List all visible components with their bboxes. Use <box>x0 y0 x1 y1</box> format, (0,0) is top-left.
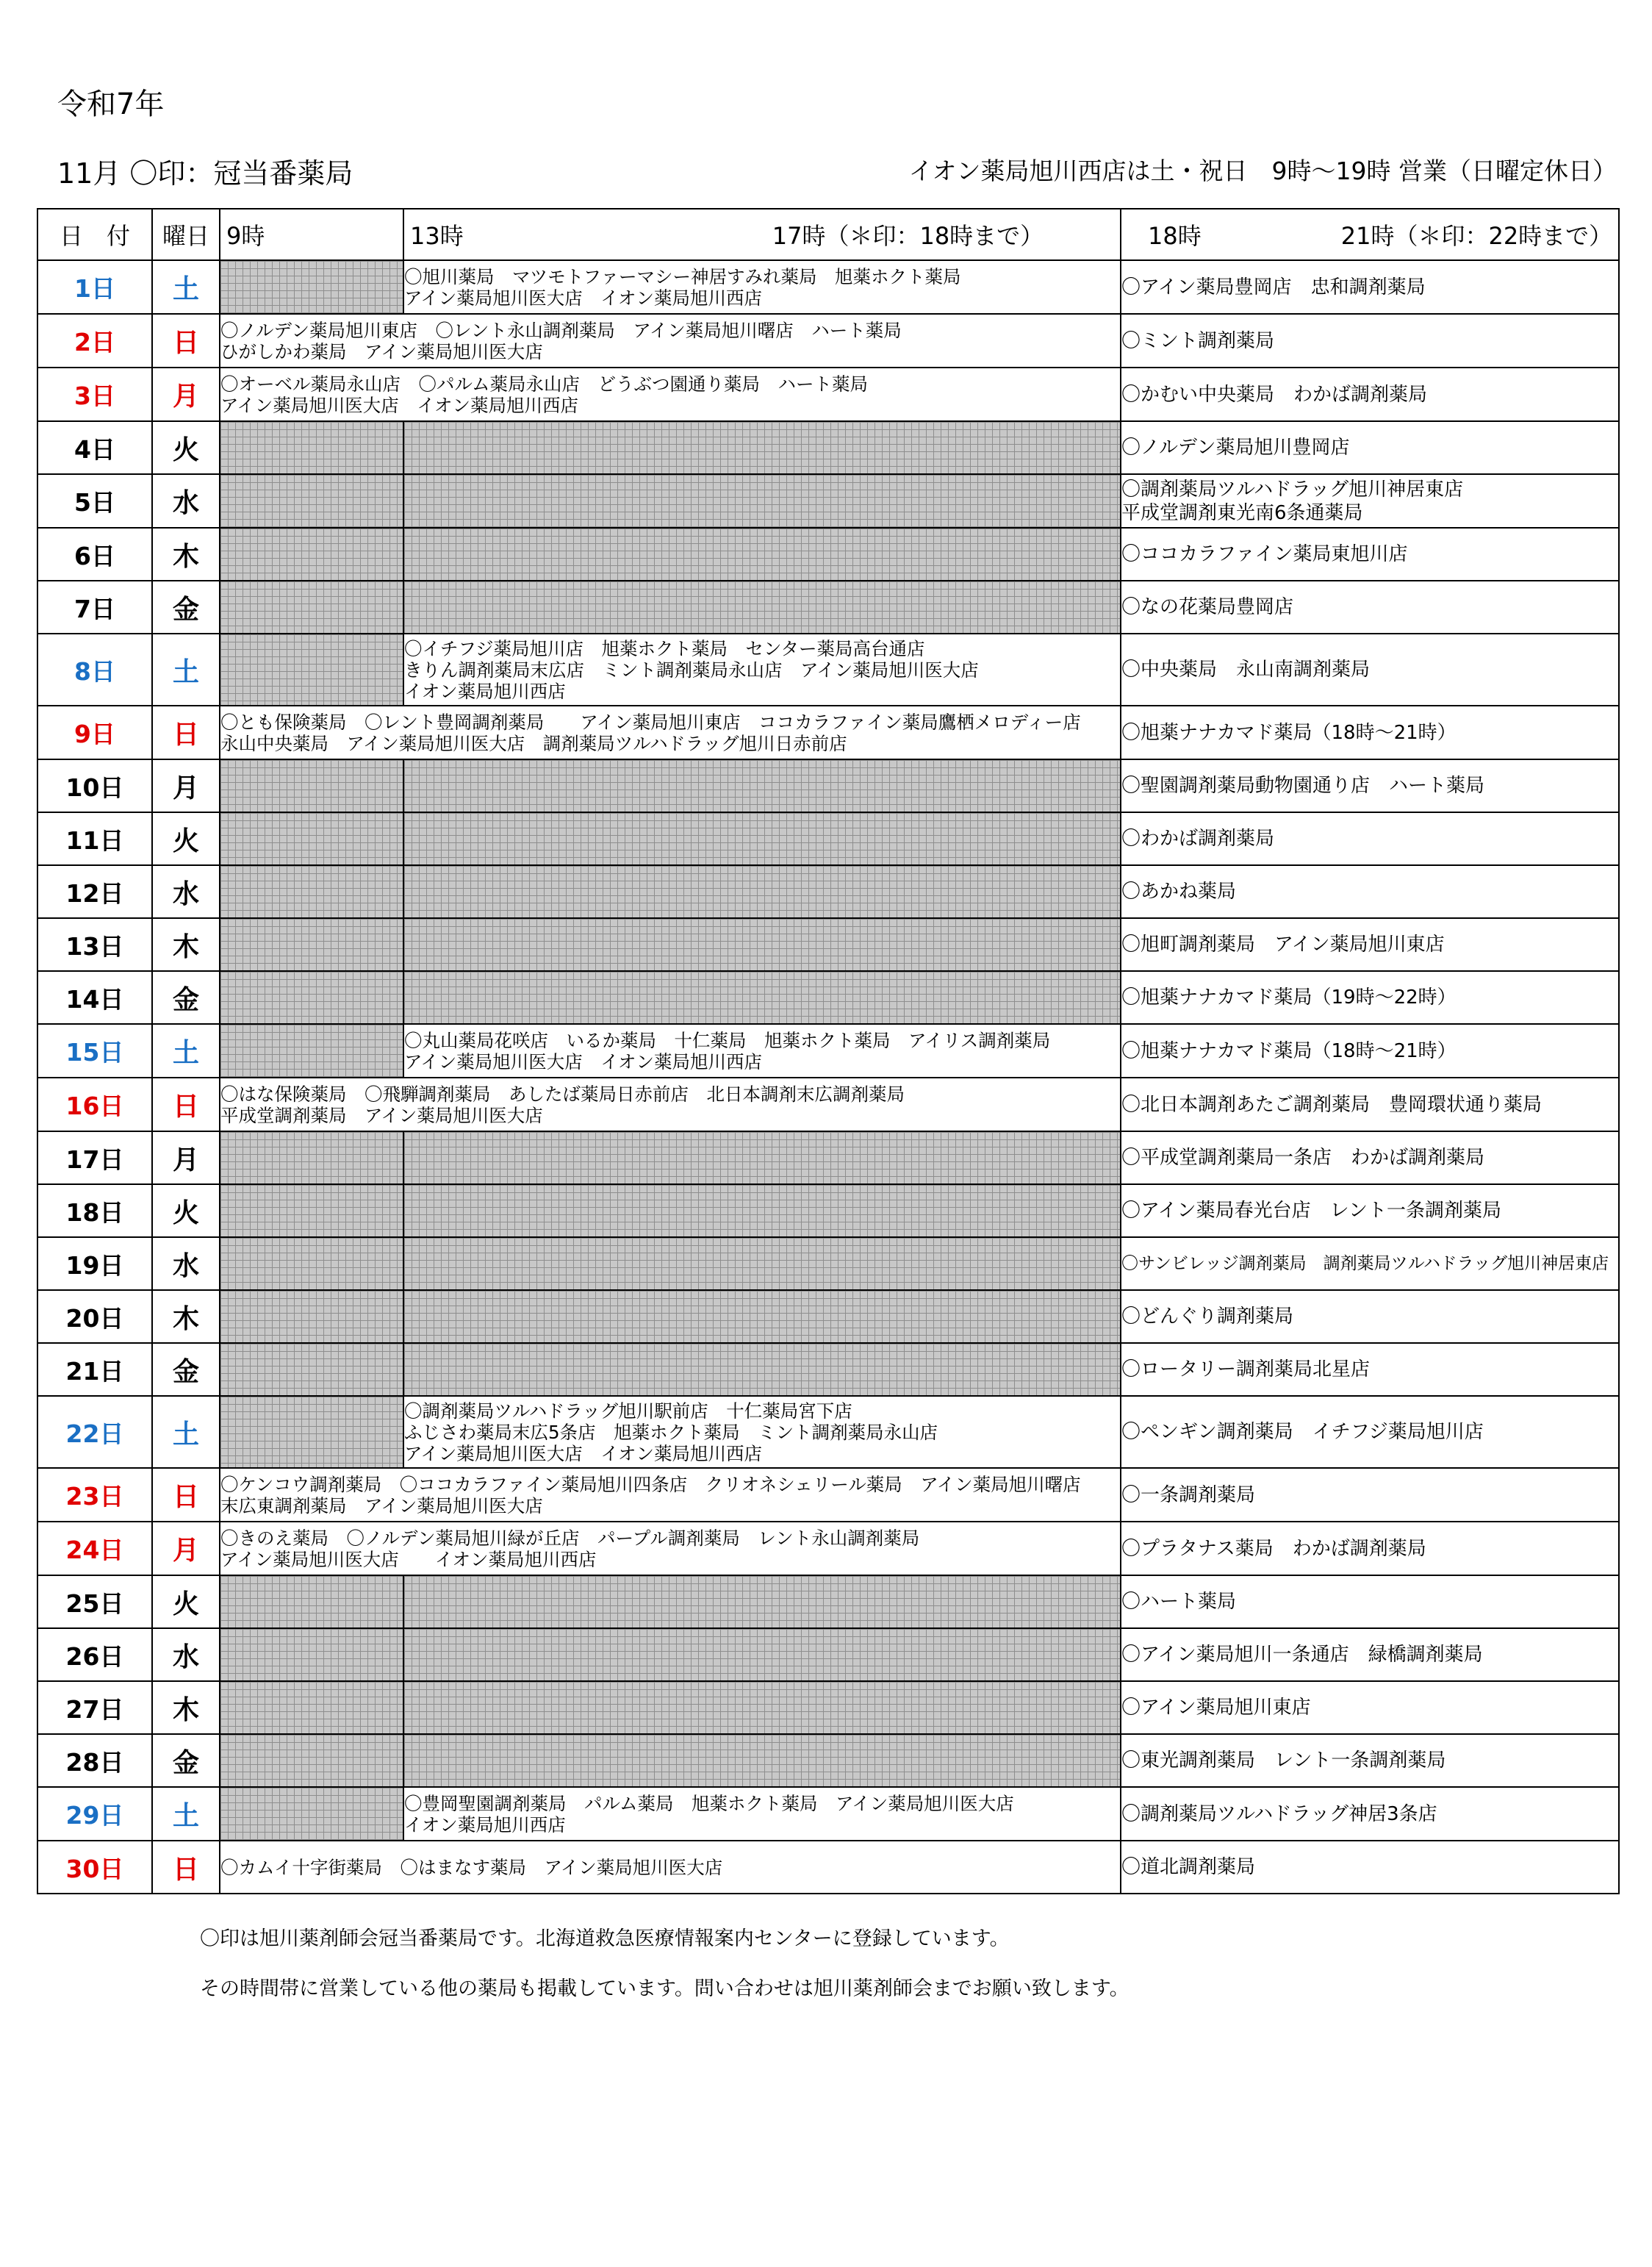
pharmacy-line: 〇聖園調剤薬局動物園通り店 ハート薬局 <box>1121 775 1485 797</box>
hours-note: イオン薬局旭川西店は土・祝日 9時～19時 営業（日曜定休日） <box>908 157 1617 185</box>
date-cell: 25日 <box>37 1575 152 1628</box>
pharmacy-line: 〇丸山薬局花咲店 いるか薬局 十仁薬局 旭薬ホクト薬局 アイリス調剤薬局 <box>404 1029 1051 1051</box>
closed-morning-cell <box>220 1628 403 1681</box>
date-cell: 11日 <box>37 812 152 865</box>
schedule-row <box>37 314 1619 368</box>
weekday-cell: 月 <box>152 368 220 421</box>
label-13: 13時 <box>410 222 464 250</box>
schedule-row <box>37 1290 1619 1343</box>
schedule-row <box>37 1343 1619 1396</box>
col-date: 日 付 <box>37 209 152 260</box>
pharmacy-line: 〇旭川薬局 マツモトファーマシー神居すみれ薬局 旭薬ホクト薬局 <box>404 265 961 287</box>
evening-pharmacies <box>1121 1522 1619 1575</box>
evening-pharmacies <box>1121 812 1619 865</box>
evening-pharmacies <box>1121 865 1619 918</box>
schedule-row <box>37 634 1619 706</box>
daytime-pharmacies <box>220 706 1121 759</box>
pharmacy-line: 平成堂調剤東光南6条通薬局 <box>1121 501 1363 524</box>
schedule-row <box>37 918 1619 971</box>
schedule-row <box>37 1396 1619 1468</box>
schedule-row <box>37 1131 1619 1184</box>
weekday-cell: 木 <box>152 528 220 581</box>
duty-schedule-table <box>37 208 1620 1894</box>
evening-pharmacies <box>1121 1628 1619 1681</box>
weekday-cell: 火 <box>152 1184 220 1237</box>
weekday-cell: 土 <box>152 634 220 706</box>
schedule-row <box>37 865 1619 918</box>
schedule-row <box>37 1184 1619 1237</box>
weekday-cell: 金 <box>152 971 220 1024</box>
weekday-cell: 月 <box>152 1522 220 1575</box>
daytime-pharmacies <box>403 634 1121 706</box>
pharmacy-line: 〇アイン薬局旭川東店 <box>1121 1697 1311 1719</box>
closed-afternoon-cell <box>403 971 1121 1024</box>
pharmacy-line: 末広東調剤薬局 アイン薬局旭川医大店 <box>220 1494 543 1516</box>
pharmacy-line: アイン薬局旭川医大店 イオン薬局旭川西店 <box>404 287 763 309</box>
closed-morning-cell <box>220 260 403 314</box>
date-cell: 20日 <box>37 1290 152 1343</box>
pharmacy-line: 〇アイン薬局旭川一条通店 緑橋調剤薬局 <box>1121 1644 1483 1666</box>
weekday-cell: 金 <box>152 1734 220 1787</box>
pharmacy-line: 〇旭町調剤薬局 アイン薬局旭川東店 <box>1121 934 1445 956</box>
daytime-pharmacies <box>220 1078 1121 1131</box>
evening-pharmacies <box>1121 634 1619 706</box>
closed-morning-cell <box>220 812 403 865</box>
weekday-cell: 木 <box>152 1681 220 1734</box>
label-21: 21時（＊印：22時まで） <box>1340 222 1613 250</box>
date-cell: 10日 <box>37 759 152 812</box>
closed-morning-cell <box>220 971 403 1024</box>
date-cell: 17日 <box>37 1131 152 1184</box>
daytime-pharmacies <box>220 1522 1121 1575</box>
pharmacy-line: 〇わかば調剤薬局 <box>1121 828 1275 850</box>
date-cell: 29日 <box>37 1787 152 1841</box>
daytime-pharmacies <box>220 368 1121 421</box>
schedule-row <box>37 1522 1619 1575</box>
evening-pharmacies <box>1121 1131 1619 1184</box>
schedule-row <box>37 528 1619 581</box>
schedule-row <box>37 1468 1619 1522</box>
weekday-cell: 日 <box>152 706 220 759</box>
pharmacy-line: 〇カムイ十字街薬局 〇はまなす薬局 アイン薬局旭川医大店 <box>220 1856 723 1878</box>
pharmacy-line: 〇ノルデン薬局旭川東店 〇レント永山調剤薬局 アイン薬局旭川曙店 ハート薬局 <box>220 319 902 341</box>
schedule-row <box>37 1024 1619 1078</box>
pharmacy-line: きりん調剤薬局末広店 ミント調剤薬局永山店 アイン薬局旭川医大店 <box>404 659 979 681</box>
pharmacy-line: 〇きのえ薬局 〇ノルデン薬局旭川緑が丘店 パープル調剤薬局 レント永山調剤薬局 <box>220 1527 920 1549</box>
evening-pharmacies <box>1121 918 1619 971</box>
pharmacy-line: 〇あかね薬局 <box>1121 881 1237 903</box>
date-cell: 30日 <box>37 1841 152 1894</box>
col-9: 9時 <box>220 209 403 260</box>
date-cell: 28日 <box>37 1734 152 1787</box>
closed-afternoon-cell <box>403 865 1121 918</box>
closed-morning-cell <box>220 1024 403 1078</box>
schedule-row <box>37 1078 1619 1131</box>
daytime-pharmacies <box>403 1024 1121 1078</box>
pharmacy-line: 〇ミント調剤薬局 <box>1121 329 1275 352</box>
date-cell: 2日 <box>37 314 152 368</box>
date-cell: 18日 <box>37 1184 152 1237</box>
closed-afternoon-cell <box>403 1681 1121 1734</box>
weekday-cell: 日 <box>152 1841 220 1894</box>
evening-pharmacies <box>1121 581 1619 634</box>
closed-afternoon-cell <box>403 1734 1121 1787</box>
pharmacy-line: 〇どんぐり調剤薬局 <box>1121 1306 1294 1328</box>
pharmacy-line: 〇旭薬ナナカマド薬局（18時～21時） <box>1121 1039 1457 1062</box>
closed-morning-cell <box>220 1184 403 1237</box>
evening-pharmacies <box>1121 1734 1619 1787</box>
evening-pharmacies <box>1121 1787 1619 1841</box>
date-cell: 27日 <box>37 1681 152 1734</box>
label-18: 18時 <box>1148 222 1202 250</box>
closed-afternoon-cell <box>403 1290 1121 1343</box>
schedule-row <box>37 1787 1619 1841</box>
pharmacy-line: 〇道北調剤薬局 <box>1121 1856 1256 1878</box>
pharmacy-line: 〇アイン薬局豊岡店 忠和調剤薬局 <box>1121 276 1426 298</box>
pharmacy-line: 〇ロータリー調剤薬局北星店 <box>1121 1358 1371 1380</box>
pharmacy-line: 〇サンビレッジ調剤薬局 調剤薬局ツルハドラッグ旭川神居東店 <box>1121 1254 1609 1273</box>
pharmacy-line: 〇とも保険薬局 〇レント豊岡調剤薬局 アイン薬局旭川東店 ココカラファイン薬局鷹栖メロディー店 <box>220 711 1081 733</box>
pharmacy-line: 〇ハート薬局 <box>1121 1591 1237 1613</box>
closed-afternoon-cell <box>403 1343 1121 1396</box>
date-cell: 8日 <box>37 634 152 706</box>
closed-morning-cell <box>220 528 403 581</box>
footnotes <box>200 1924 1130 2024</box>
date-cell: 23日 <box>37 1468 152 1522</box>
pharmacy-line: ひがしかわ薬局 アイン薬局旭川医大店 <box>220 340 543 362</box>
closed-morning-cell <box>220 1343 403 1396</box>
daytime-pharmacies <box>403 1787 1121 1841</box>
month-title: 11月 〇印：冠当番薬局 <box>57 157 353 190</box>
closed-morning-cell <box>220 1787 403 1841</box>
evening-pharmacies <box>1121 368 1619 421</box>
pharmacy-line: 〇ノルデン薬局旭川豊岡店 <box>1121 437 1350 459</box>
col-13-17 <box>403 209 1121 260</box>
closed-morning-cell <box>220 1575 403 1628</box>
closed-morning-cell <box>220 1237 403 1290</box>
date-cell: 15日 <box>37 1024 152 1078</box>
pharmacy-line: 〇アイン薬局春光台店 レント一条調剤薬局 <box>1121 1200 1502 1222</box>
date-cell: 9日 <box>37 706 152 759</box>
date-cell: 26日 <box>37 1628 152 1681</box>
date-cell: 14日 <box>37 971 152 1024</box>
evening-pharmacies <box>1121 1681 1619 1734</box>
pharmacy-line: 〇平成堂調剤薬局一条店 わかば調剤薬局 <box>1121 1147 1485 1169</box>
pharmacy-line: 〇調剤薬局ツルハドラッグ神居3条店 <box>1121 1802 1437 1825</box>
evening-pharmacies <box>1121 314 1619 368</box>
pharmacy-line: 〇中央薬局 永山南調剤薬局 <box>1121 659 1371 681</box>
weekday-cell: 金 <box>152 1343 220 1396</box>
date-cell: 7日 <box>37 581 152 634</box>
pharmacy-line: 〇旭薬ナナカマド薬局（18時～21時） <box>1121 721 1457 744</box>
schedule-row <box>37 260 1619 314</box>
evening-pharmacies <box>1121 1841 1619 1894</box>
era-year: 令和7年 <box>57 87 165 121</box>
pharmacy-line: 〇豊岡聖園調剤薬局 パルム薬局 旭薬ホクト薬局 アイン薬局旭川医大店 <box>404 1792 1014 1814</box>
closed-morning-cell <box>220 865 403 918</box>
evening-pharmacies <box>1121 1396 1619 1468</box>
closed-afternoon-cell <box>403 1575 1121 1628</box>
closed-afternoon-cell <box>403 1131 1121 1184</box>
pharmacy-line: 〇はな保険薬局 〇飛騨調剤薬局 あしたば薬局日赤前店 北日本調剤末広調剤薬局 <box>220 1083 905 1105</box>
closed-morning-cell <box>220 634 403 706</box>
pharmacy-line: 〇調剤薬局ツルハドラッグ旭川駅前店 十仁薬局宮下店 <box>404 1400 852 1422</box>
evening-pharmacies <box>1121 528 1619 581</box>
pharmacy-line: 〇旭薬ナナカマド薬局（19時～22時） <box>1121 986 1457 1009</box>
daytime-pharmacies <box>403 1396 1121 1468</box>
evening-pharmacies <box>1121 1468 1619 1522</box>
closed-morning-cell <box>220 1290 403 1343</box>
col-weekday: 曜日 <box>152 209 220 260</box>
pharmacy-line: 〇一条調剤薬局 <box>1121 1483 1256 1506</box>
weekday-cell: 月 <box>152 1131 220 1184</box>
closed-afternoon-cell <box>403 759 1121 812</box>
closed-afternoon-cell <box>403 1184 1121 1237</box>
schedule-row <box>37 759 1619 812</box>
evening-pharmacies <box>1121 1024 1619 1078</box>
weekday-cell: 日 <box>152 1078 220 1131</box>
footnote-1: 〇印は旭川薬剤師会冠当番薬局です。北海道救急医療情報案内センターに登録しています。 <box>200 1927 1010 1950</box>
weekday-cell: 火 <box>152 1575 220 1628</box>
schedule-row <box>37 1734 1619 1787</box>
date-cell: 21日 <box>37 1343 152 1396</box>
schedule-row <box>37 706 1619 759</box>
date-cell: 22日 <box>37 1396 152 1468</box>
weekday-cell: 水 <box>152 1237 220 1290</box>
schedule-row <box>37 1681 1619 1734</box>
schedule-row <box>37 1841 1619 1894</box>
closed-afternoon-cell <box>403 1237 1121 1290</box>
evening-pharmacies <box>1121 1078 1619 1131</box>
closed-morning-cell <box>220 1681 403 1734</box>
header-row <box>37 209 1619 260</box>
weekday-cell: 金 <box>152 581 220 634</box>
footnote-2: その時間帯に営業している他の薬局も掲載しています。問い合わせは旭川薬剤師会までお願い致します。 <box>200 1977 1130 2000</box>
date-cell: 16日 <box>37 1078 152 1131</box>
pharmacy-line: 〇東光調剤薬局 レント一条調剤薬局 <box>1121 1750 1446 1772</box>
closed-afternoon-cell <box>403 1628 1121 1681</box>
pharmacy-line: イオン薬局旭川西店 <box>404 680 566 702</box>
closed-afternoon-cell <box>403 528 1121 581</box>
date-cell: 24日 <box>37 1522 152 1575</box>
daytime-pharmacies <box>220 314 1121 368</box>
evening-pharmacies <box>1121 1343 1619 1396</box>
pharmacy-line: 〇オーベル薬局永山店 〇パルム薬局永山店 どうぶつ園通り薬局 ハート薬局 <box>220 373 869 395</box>
closed-morning-cell <box>220 759 403 812</box>
evening-pharmacies <box>1121 474 1619 528</box>
evening-pharmacies <box>1121 1184 1619 1237</box>
pharmacy-line: 平成堂調剤薬局 アイン薬局旭川医大店 <box>220 1104 543 1126</box>
pharmacy-line: 〇ココカラファイン薬局東旭川店 <box>1121 543 1408 565</box>
weekday-cell: 日 <box>152 314 220 368</box>
schedule-row <box>37 971 1619 1024</box>
weekday-cell: 土 <box>152 1396 220 1468</box>
evening-pharmacies <box>1121 1290 1619 1343</box>
date-cell: 4日 <box>37 421 152 474</box>
daytime-pharmacies <box>403 260 1121 314</box>
pharmacy-line: アイン薬局旭川医大店 イオン薬局旭川西店 <box>404 1442 763 1464</box>
daytime-pharmacies <box>220 1841 1121 1894</box>
closed-afternoon-cell <box>403 474 1121 528</box>
date-cell: 5日 <box>37 474 152 528</box>
closed-morning-cell <box>220 581 403 634</box>
closed-morning-cell <box>220 1734 403 1787</box>
col-18-21 <box>1121 209 1619 260</box>
schedule-row <box>37 1628 1619 1681</box>
weekday-cell: 土 <box>152 1787 220 1841</box>
weekday-cell: 水 <box>152 474 220 528</box>
evening-pharmacies <box>1121 706 1619 759</box>
weekday-cell: 木 <box>152 1290 220 1343</box>
schedule-row <box>37 368 1619 421</box>
pharmacy-line: 〇なの花薬局豊岡店 <box>1121 596 1294 618</box>
date-cell: 1日 <box>37 260 152 314</box>
pharmacy-line: 〇プラタナス薬局 わかば調剤薬局 <box>1121 1537 1426 1560</box>
schedule-row <box>37 1575 1619 1628</box>
pharmacy-line: アイン薬局旭川医大店 イオン薬局旭川西店 <box>404 1050 763 1072</box>
pharmacy-line: 〇北日本調剤あたご調剤薬局 豊岡環状通り薬局 <box>1121 1093 1543 1116</box>
evening-pharmacies <box>1121 971 1619 1024</box>
schedule-row <box>37 474 1619 528</box>
closed-afternoon-cell <box>403 581 1121 634</box>
weekday-cell: 土 <box>152 260 220 314</box>
closed-afternoon-cell <box>403 918 1121 971</box>
weekday-cell: 木 <box>152 918 220 971</box>
weekday-cell: 日 <box>152 1468 220 1522</box>
weekday-cell: 土 <box>152 1024 220 1078</box>
evening-pharmacies <box>1121 759 1619 812</box>
weekday-cell: 火 <box>152 812 220 865</box>
weekday-cell: 水 <box>152 865 220 918</box>
closed-afternoon-cell <box>403 812 1121 865</box>
closed-morning-cell <box>220 421 403 474</box>
pharmacy-line: ふじさわ薬局末広5条店 旭薬ホクト薬局 ミント調剤薬局永山店 <box>404 1421 938 1443</box>
pharmacy-line: アイン薬局旭川医大店 イオン薬局旭川西店 <box>220 1548 597 1570</box>
schedule-row <box>37 421 1619 474</box>
closed-morning-cell <box>220 474 403 528</box>
schedule-row <box>37 812 1619 865</box>
pharmacy-line: アイン薬局旭川医大店 イオン薬局旭川西店 <box>220 394 579 416</box>
pharmacy-line: 〇イチフジ薬局旭川店 旭薬ホクト薬局 センター薬局高台通店 <box>404 637 925 659</box>
closed-morning-cell <box>220 1396 403 1468</box>
evening-pharmacies <box>1121 260 1619 314</box>
weekday-cell: 水 <box>152 1628 220 1681</box>
weekday-cell: 火 <box>152 421 220 474</box>
date-cell: 6日 <box>37 528 152 581</box>
date-cell: 19日 <box>37 1237 152 1290</box>
pharmacy-line: 永山中央薬局 アイン薬局旭川医大店 調剤薬局ツルハドラッグ旭川日赤前店 <box>220 732 847 754</box>
date-cell: 13日 <box>37 918 152 971</box>
pharmacy-line: 〇かむい中央薬局 わかば調剤薬局 <box>1121 383 1428 406</box>
pharmacy-line: イオン薬局旭川西店 <box>404 1813 566 1836</box>
evening-pharmacies <box>1121 1237 1619 1290</box>
date-cell: 3日 <box>37 368 152 421</box>
pharmacy-line: 〇調剤薬局ツルハドラッグ旭川神居東店 <box>1121 478 1464 501</box>
evening-pharmacies <box>1121 1575 1619 1628</box>
evening-pharmacies <box>1121 421 1619 474</box>
schedule-row <box>37 1237 1619 1290</box>
closed-morning-cell <box>220 918 403 971</box>
closed-afternoon-cell <box>403 421 1121 474</box>
daytime-pharmacies <box>220 1468 1121 1522</box>
label-17: 17時（＊印：18時まで） <box>772 222 1044 250</box>
pharmacy-line: 〇ケンコウ調剤薬局 〇ココカラファイン薬局旭川四条店 クリオネシェリール薬局 アイン薬局旭川曙店 <box>220 1473 1081 1495</box>
pharmacy-line: 〇ペンギン調剤薬局 イチフジ薬局旭川店 <box>1121 1421 1484 1443</box>
weekday-cell: 月 <box>152 759 220 812</box>
schedule-row <box>37 581 1619 634</box>
date-cell: 12日 <box>37 865 152 918</box>
closed-morning-cell <box>220 1131 403 1184</box>
